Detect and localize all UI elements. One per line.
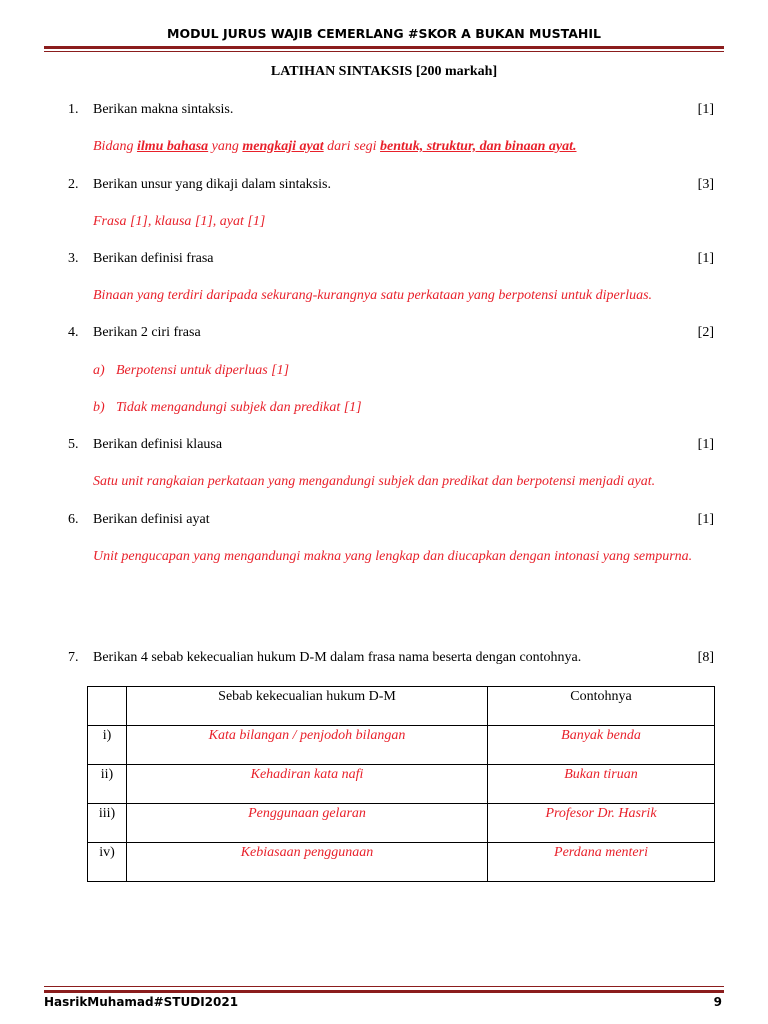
- page-number: 9: [713, 995, 722, 1009]
- row-number: iii): [88, 804, 127, 843]
- question-text: Berikan unsur yang dikaji dalam sintaksis.: [93, 177, 331, 192]
- table-header-cell: Sebab kekecualian hukum D-M: [127, 687, 488, 726]
- reason-cell: Kehadiran kata nafi: [127, 765, 488, 804]
- question-number: 3.: [68, 251, 79, 266]
- question-text: Berikan definisi ayat: [93, 512, 210, 527]
- question-marks: [2]: [697, 325, 714, 340]
- row-number: ii): [88, 765, 127, 804]
- reason-cell: Penggunaan gelaran: [127, 804, 488, 843]
- answer-underlined-term: mengkaji ayat: [242, 139, 324, 154]
- answer-text: dari segi: [323, 139, 381, 154]
- reason-cell: Kata bilangan / penjodoh bilangan: [127, 726, 488, 765]
- question-marks: [8]: [697, 650, 714, 665]
- header-divider-thick: [44, 46, 724, 49]
- question-text: Berikan 2 ciri frasa: [93, 325, 201, 340]
- answer-underlined-term: bentuk, struktur, dan binaan ayat.: [380, 139, 577, 154]
- answer-6: Unit pengucapan yang mengandungi makna yang lengkap dan diucapkan dengan intonasi yang sempurna.: [93, 549, 693, 564]
- table-row: [88, 843, 715, 882]
- list-item-text: Tidak mengandungi subjek dan predikat [1]: [116, 400, 362, 415]
- dm-exception-table: [87, 686, 715, 882]
- table-header-cell: [88, 687, 127, 726]
- question-text: Berikan definisi klausa: [93, 437, 223, 452]
- question-marks: [3]: [697, 177, 714, 192]
- answer-underlined-term: ilmu bahasa: [136, 139, 209, 154]
- example-cell: Bukan tiruan: [488, 765, 715, 804]
- table-header-row: [88, 687, 715, 726]
- question-text: Berikan definisi frasa: [93, 251, 214, 266]
- header-divider-thin: [44, 51, 724, 52]
- table-row: [88, 765, 715, 804]
- question-marks: [1]: [697, 251, 714, 266]
- answer-5: Satu unit rangkaian perkataan yang mengandungi subjek dan predikat dan berpotensi menjadi ayat.: [93, 474, 656, 489]
- table-header-cell: Contohnya: [488, 687, 715, 726]
- question-number: 2.: [68, 177, 79, 192]
- question-marks: [1]: [697, 437, 714, 452]
- question-number: 4.: [68, 325, 79, 340]
- list-label: a): [93, 363, 105, 378]
- answer-text: Bidang: [93, 139, 137, 154]
- answer-1: [93, 133, 723, 160]
- question-text: Berikan makna sintaksis.: [93, 102, 234, 117]
- row-number: iv): [88, 843, 127, 882]
- answer-3: Binaan yang terdiri daripada sekurang-kurangnya satu perkataan yang berpotensi untuk diperluas.: [93, 288, 653, 303]
- answer-4b: [93, 400, 362, 416]
- footer-author: HasrikMuhamad#STUDI2021: [44, 995, 239, 1009]
- answer-2: Frasa [1], klausa [1], ayat [1]: [93, 214, 266, 229]
- footer-divider-thick: [44, 990, 724, 993]
- table-row: [88, 804, 715, 843]
- example-cell: Perdana menteri: [488, 843, 715, 882]
- example-cell: Banyak benda: [488, 726, 715, 765]
- table-row: [88, 726, 715, 765]
- answer-4a: [93, 363, 289, 379]
- section-title: LATIHAN SINTAKSIS [200 markah]: [270, 64, 498, 79]
- question-text: Berikan 4 sebab kekecualian hukum D-M dalam frasa nama beserta dengan contohnya.: [93, 650, 582, 665]
- question-number: 6.: [68, 512, 79, 527]
- question-number: 5.: [68, 437, 79, 452]
- question-marks: [1]: [697, 512, 714, 527]
- module-header-title: MODUL JURUS WAJIB CEMERLANG #SKOR A BUKAN MUSTAHIL: [167, 26, 601, 41]
- footer-divider-thin: [44, 986, 724, 987]
- question-number: 1.: [68, 102, 79, 117]
- row-number: i): [88, 726, 127, 765]
- answer-text: yang: [208, 139, 243, 154]
- example-cell: Profesor Dr. Hasrik: [488, 804, 715, 843]
- question-number: 7.: [68, 650, 79, 665]
- list-item-text: Berpotensi untuk diperluas [1]: [116, 363, 290, 378]
- list-label: b): [93, 400, 105, 415]
- reason-cell: Kebiasaan penggunaan: [127, 843, 488, 882]
- question-marks: [1]: [697, 102, 714, 117]
